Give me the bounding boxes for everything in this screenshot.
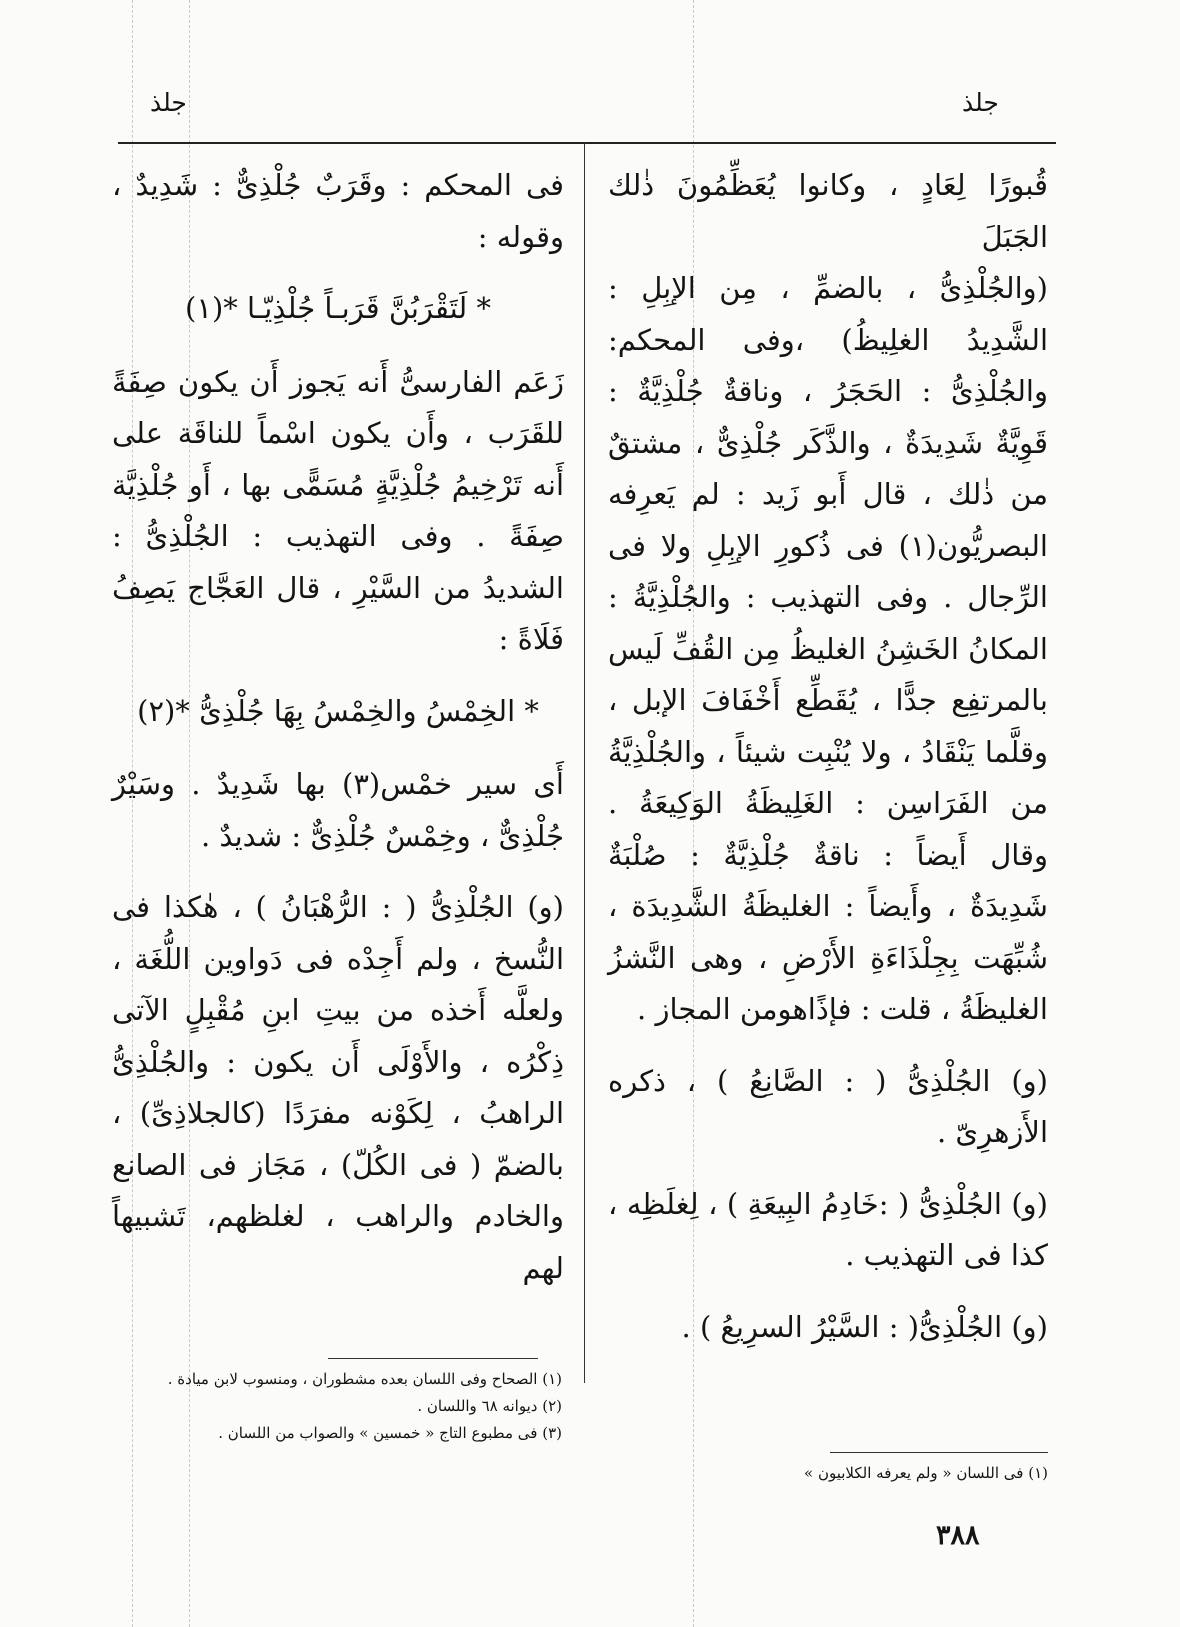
paragraph: قُبورًا لِعَادٍ ، وكانوا يُعَظِّمُونَ ذٰلك الجَبَلَ: [608, 168, 1048, 254]
footnotes-left: [112, 1366, 562, 1447]
paragraph: (والجُلْذِىُّ ، بالضمِّ ، مِن الإبِلِ : الشَّدِيدُ الغلِيظُ) ،وفى المحكم: والجُلْذِىُّ : الحَجَرُ ، وناقةٌ جُلْذِيَّةٌ : قَوِيَّةٌ شَدِيدَةٌ ، والذَّكَر جُلْذِىٌّ ، مشتقٌ من ذٰلك ، قال أَبو زَيد : لم يَعرِفه البصريُّون(١) فى ذُكورِ الإبِلِ ولا فى الرِّجال . وفى التهذيب : والجُلْذِيَّةُ : المكانُ الخَشِنُ الغليظُ مِن القُفِّ لَيس بالمرتفِع جدًّا ، يُقَطِّع أَخْفَافَ الإبل ، وقلَّما يَنْقَادُ ، ولا يُنْبِت شيئاً ، والجُلْذِيَّةُ من الفَرَاسِن : الغَلِيظَةُ الوَكِيعَةُ . وقال أَيضاً : ناقةٌ جُلْذِيَّةٌ : صُلْبَةٌ شَدِيدَةٌ ، وأَيضاً : الغليظَةُ الشَّدِيدَة ، شُبِّهَت بِجِلْذَاءَةِ الأَرْضِ ، وهى النَّشزُ الغليظَةُ ، قلت : فإذًاهومن المجاز .: [608, 271, 1048, 1026]
paragraph: فى المحكم : وقَرَبٌ جُلْذِىٌّ : شَدِيدٌ ، وقوله :: [112, 168, 564, 254]
right-column: [608, 160, 1048, 1373]
footnote: (١) فى اللسان « ولم يعرفه الكلابيون »: [804, 1464, 1048, 1482]
paragraph: (و) الجُلْذِىُّ( : السَّيْرُ السرِيعُ ) .: [681, 1309, 1048, 1344]
page-number: ٣٨٨: [936, 1520, 980, 1551]
header-rule: [118, 142, 1056, 144]
footnote: (٢) ديوانه ٦٨ واللسان .: [417, 1397, 562, 1415]
footnote: (١) الصحاح وفى اللسان بعده مشطوران ، ومنسوب لابن ميادة .: [167, 1370, 562, 1388]
footnote: (٣) فى مطبوع التاج « خمسين » والصواب من اللسان .: [218, 1424, 562, 1442]
paragraph: (و) الجُلْذِىُّ ( : الرُّهْبَانُ ) ، هٰكذا فى النُّسخ ، ولم أَجِدْه فى دَواوين اللُّغَة ، ولعلَّه أَخذه من بيتِ ابنِ مُقْبِلٍ الآتى ذِكْرُه ، والأَوْلَى أَن يكون : والجُلْذِىُّ الراهبُ ، لِكَوْنه مفرَدًا (كالجلاذِىِّ) ، بالضمّ ( فى الكُلّ) ، مَجَاز فى الصانع والخادم والراهب ، لغلظهم، تَشبيهاً لهم: [112, 890, 564, 1285]
footnote-rule: [328, 1358, 538, 1359]
paragraph: زَعَم الفارسىُّ أَنه يَجوز أَن يكون صِفَةً للقَرَب ، وأَن يكون اسْماً للناقَة على أَنه تَرْخِيمُ جُلْذِيَّةٍ مُسَمًّى بها ، أَو جُلْذِيَّة صِفَةً . وفى التهذيب : الجُلْذِىُّ : الشديدُ من السَّيْرِ ، قال العَجَّاج يَصِفُ فَلَاةً :: [112, 364, 564, 656]
left-column: [112, 160, 564, 1314]
running-head-left: جلذ: [150, 88, 187, 117]
paragraph: أَى سير خمْس(٣) بها شَدِيدٌ . وسَيْرٌ جُلْذِىٌّ ، وخِمْسٌ جُلْذِىٌّ : شديدٌ .: [112, 767, 564, 853]
paragraph: (و) الجُلْذِىُّ ( :خَادِمُ البِيعَةِ ) ، لِغلَظِه ، كذا فى التهذيب .: [608, 1186, 1048, 1272]
paragraph: (و) الجُلْذِىُّ ( : الصَّانِعُ ) ، ذكره الأَزهرِىّ .: [608, 1063, 1048, 1149]
running-head-right: جلذ: [962, 88, 999, 117]
verse: * لَتَقْرَبُنَّ قَرَبـاً جُلْذِيّـا *(١): [185, 291, 491, 325]
footnotes-right: [608, 1460, 1048, 1487]
footnote-rule: [830, 1452, 1048, 1453]
column-divider: [584, 143, 585, 1383]
verse: * الخِمْسُ والخِمْسُ بِهَا جُلْذِىُّ *(٢): [137, 693, 539, 728]
